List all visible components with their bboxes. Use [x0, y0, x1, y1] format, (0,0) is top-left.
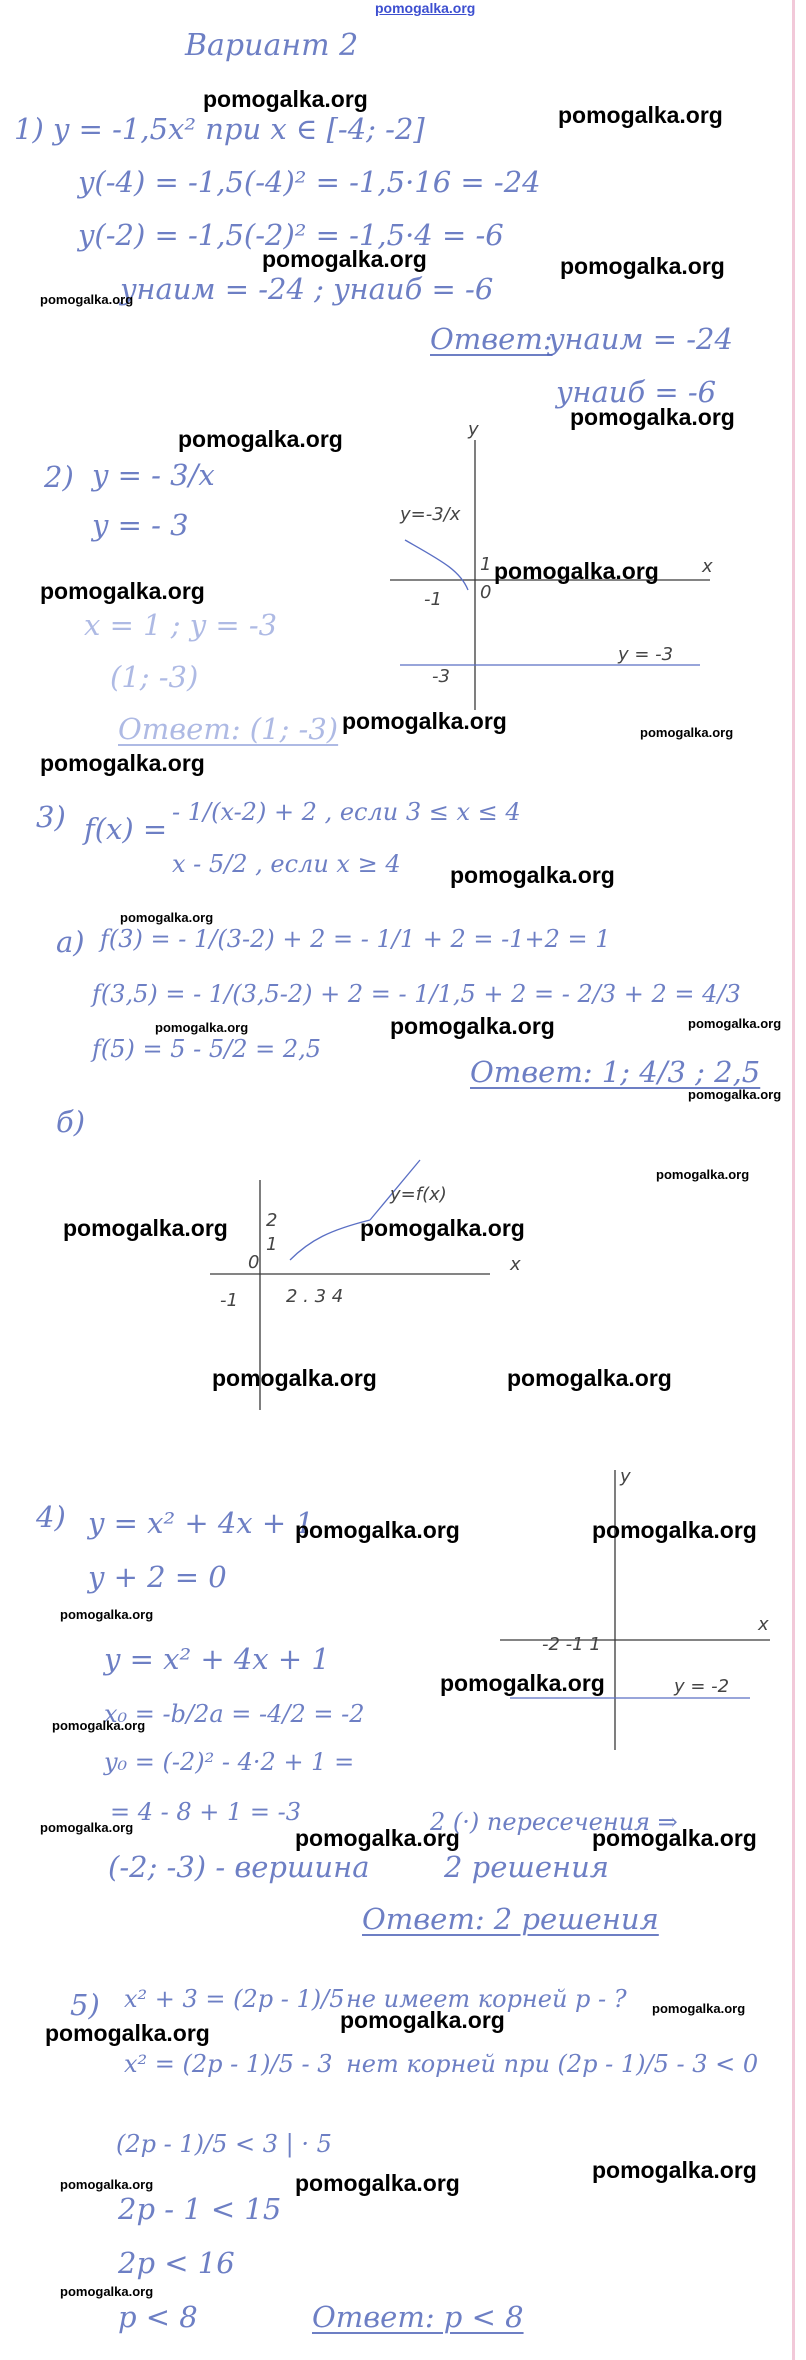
watermark: pomogalka.org [560, 253, 725, 279]
watermark: pomogalka.org [507, 1365, 672, 1391]
task5-condition: не имеет корней p - ? [346, 1985, 627, 2013]
task4-graph-x-label: x [758, 1614, 769, 1635]
task3-graph-tick-m1: -1 [220, 1290, 238, 1311]
task5-line1: x² = (2p - 1)/5 - 3 [124, 2050, 333, 2078]
task1-line4: yнаим = -24 ; yнаиб = -6 [120, 272, 494, 306]
watermark: pomogalka.org [652, 2001, 746, 2016]
task1-line1: 1) y = -1,5x² при x ∈ [-4; -2] [14, 112, 425, 146]
task2-graph-y-label: y [468, 420, 479, 440]
watermark: pomogalka.org [212, 1365, 377, 1391]
watermark: pomogalka.org [155, 1020, 249, 1035]
task2-graph-tick-0: 0 [480, 582, 492, 603]
watermark: pomogalka.org [63, 1215, 228, 1241]
task2-graph-line-label: y = -3 [618, 644, 674, 665]
watermark: pomogalka.org [45, 2020, 210, 2046]
task4-graph-line-label: y = -2 [674, 1676, 730, 1697]
task3-answer: Ответ: 1; 4/3 ; 2,5 [470, 1055, 761, 1089]
task4-number: 4) [36, 1500, 66, 1534]
task3-def2: x - 5/2 , если x ≥ 4 [172, 850, 401, 878]
task5-answer: Ответ: p < 8 [312, 2300, 524, 2334]
task2-equation1: y = - 3/x [92, 458, 215, 492]
task2-graph-x-label: x [702, 556, 713, 577]
task2-graph-curve-label: y=-3/x [400, 504, 461, 525]
task4-intersect: 2 (·) пересечения ⇒ [430, 1808, 678, 1836]
task3-graph-fx-label: y=f(x) [390, 1184, 447, 1205]
task5-line3: 2p - 1 < 15 [118, 2192, 282, 2226]
task3-graph-tick-1: 1 [266, 1234, 278, 1255]
task5-line5: p < 8 [118, 2300, 198, 2334]
watermark: pomogalka.org [494, 558, 659, 584]
task3-graph-x-label: x [510, 1254, 521, 1275]
watermark: pomogalka.org [40, 1820, 134, 1835]
task3-fx: f(x) = [84, 812, 168, 846]
watermark: pomogalka.org [592, 1825, 757, 1851]
task4-eq1: y = x² + 4x + 1 [88, 1506, 314, 1540]
task4-solutions: 2 решения [444, 1850, 610, 1884]
task4-graph [480, 1460, 780, 1760]
watermark: pomogalka.org [558, 102, 723, 128]
task3-a1: f(3) = - 1/(3-2) + 2 = - 1/1 + 2 = -1+2 = 1 [100, 925, 611, 953]
task2-graph-tick-1: 1 [480, 554, 492, 575]
watermark: pomogalka.org [40, 292, 134, 307]
watermark: pomogalka.org [342, 708, 507, 734]
watermark: pomogalka.org [120, 910, 214, 925]
watermark: pomogalka.org [440, 1670, 605, 1696]
task2-number: 2) [44, 460, 74, 494]
task4-vertex: (-2; -3) - вершина [108, 1850, 370, 1884]
task5-number: 5) [70, 1988, 100, 2022]
task2-graph-tick-m3: -3 [432, 666, 450, 687]
watermark: pomogalka.org [178, 426, 343, 452]
watermark: pomogalka.org [688, 1016, 782, 1031]
watermark: pomogalka.org [360, 1215, 525, 1241]
watermark: pomogalka.org [203, 86, 368, 112]
page-margin-line [792, 0, 795, 2360]
task4-line2: x₀ = -b/2a = -4/2 = -2 [104, 1700, 365, 1728]
task2-solution: x = 1 ; y = -3 [84, 608, 278, 642]
task5-line4: 2p < 16 [118, 2246, 235, 2280]
task2-graph-tick-m1: -1 [424, 589, 442, 610]
task3-graph-tick-2: 2 [266, 1210, 278, 1231]
watermark: pomogalka.org [40, 578, 205, 604]
task4-eq2: y + 2 = 0 [88, 1560, 227, 1594]
task1-line3: y(-2) = -1,5(-2)² = -1,5·4 = -6 [78, 218, 504, 252]
task3-a2: f(3,5) = - 1/(3,5-2) + 2 = - 1/1,5 + 2 = - 2/3 + 2 = 4/3 [92, 980, 741, 1008]
task2-point: (1; -3) [110, 660, 199, 694]
task3-a-label: а) [56, 925, 85, 959]
variant-title: Вариант 2 [185, 28, 359, 63]
watermark: pomogalka.org [570, 404, 735, 430]
task3-graph-ticks: 2 . 3 4 [286, 1286, 344, 1307]
site-header-link[interactable]: pomogalka.org [375, 0, 476, 16]
task1-answer2: yнаиб = -6 [556, 375, 717, 409]
watermark: pomogalka.org [295, 2170, 460, 2196]
task5-line2: (2p - 1)/5 < 3 | · 5 [116, 2130, 332, 2158]
watermark: pomogalka.org [390, 1013, 555, 1039]
watermark: pomogalka.org [52, 1718, 146, 1733]
watermark: pomogalka.org [295, 1517, 460, 1543]
watermark: pomogalka.org [60, 2177, 154, 2192]
watermark: pomogalka.org [656, 1167, 750, 1182]
task4-graph-ticks: -2 -1 1 [542, 1634, 601, 1655]
task1-line2: y(-4) = -1,5(-4)² = -1,5·16 = -24 [78, 165, 541, 199]
task4-graph-y-label: y [620, 1466, 631, 1487]
task2-answer: Ответ: (1; -3) [118, 712, 339, 746]
task3-def1: - 1/(x-2) + 2 , если 3 ≤ x ≤ 4 [172, 798, 521, 826]
watermark: pomogalka.org [592, 2157, 757, 2183]
watermark: pomogalka.org [592, 1517, 757, 1543]
task4-answer: Ответ: 2 решения [362, 1902, 659, 1936]
watermark: pomogalka.org [340, 2007, 505, 2033]
watermark: pomogalka.org [450, 862, 615, 888]
task1-answer-label: Ответ: [430, 322, 553, 356]
watermark: pomogalka.org [60, 2284, 154, 2299]
watermark: pomogalka.org [60, 1607, 154, 1622]
task3-number: 3) [36, 800, 66, 834]
watermark: pomogalka.org [40, 750, 205, 776]
watermark: pomogalka.org [688, 1087, 782, 1102]
task5-line1b: нет корней при (2p - 1)/5 - 3 < 0 [346, 2050, 759, 2078]
task4-line4: = 4 - 8 + 1 = -3 [110, 1798, 302, 1826]
task4-line3: y₀ = (-2)² - 4·2 + 1 = [104, 1748, 355, 1776]
watermark: pomogalka.org [295, 1825, 460, 1851]
task2-equation2: y = - 3 [92, 508, 189, 542]
task5-equation: x² + 3 = (2p - 1)/5 [124, 1985, 345, 2013]
task3-a3: f(5) = 5 - 5/2 = 2,5 [92, 1035, 322, 1063]
task3-graph-tick-0: 0 [248, 1252, 260, 1273]
task1-answer1: yнаим = -24 [548, 322, 733, 356]
watermark: pomogalka.org [262, 246, 427, 272]
task3-b-label: б) [56, 1105, 86, 1139]
watermark: pomogalka.org [640, 725, 734, 740]
task4-line1: y = x² + 4x + 1 [104, 1642, 330, 1676]
